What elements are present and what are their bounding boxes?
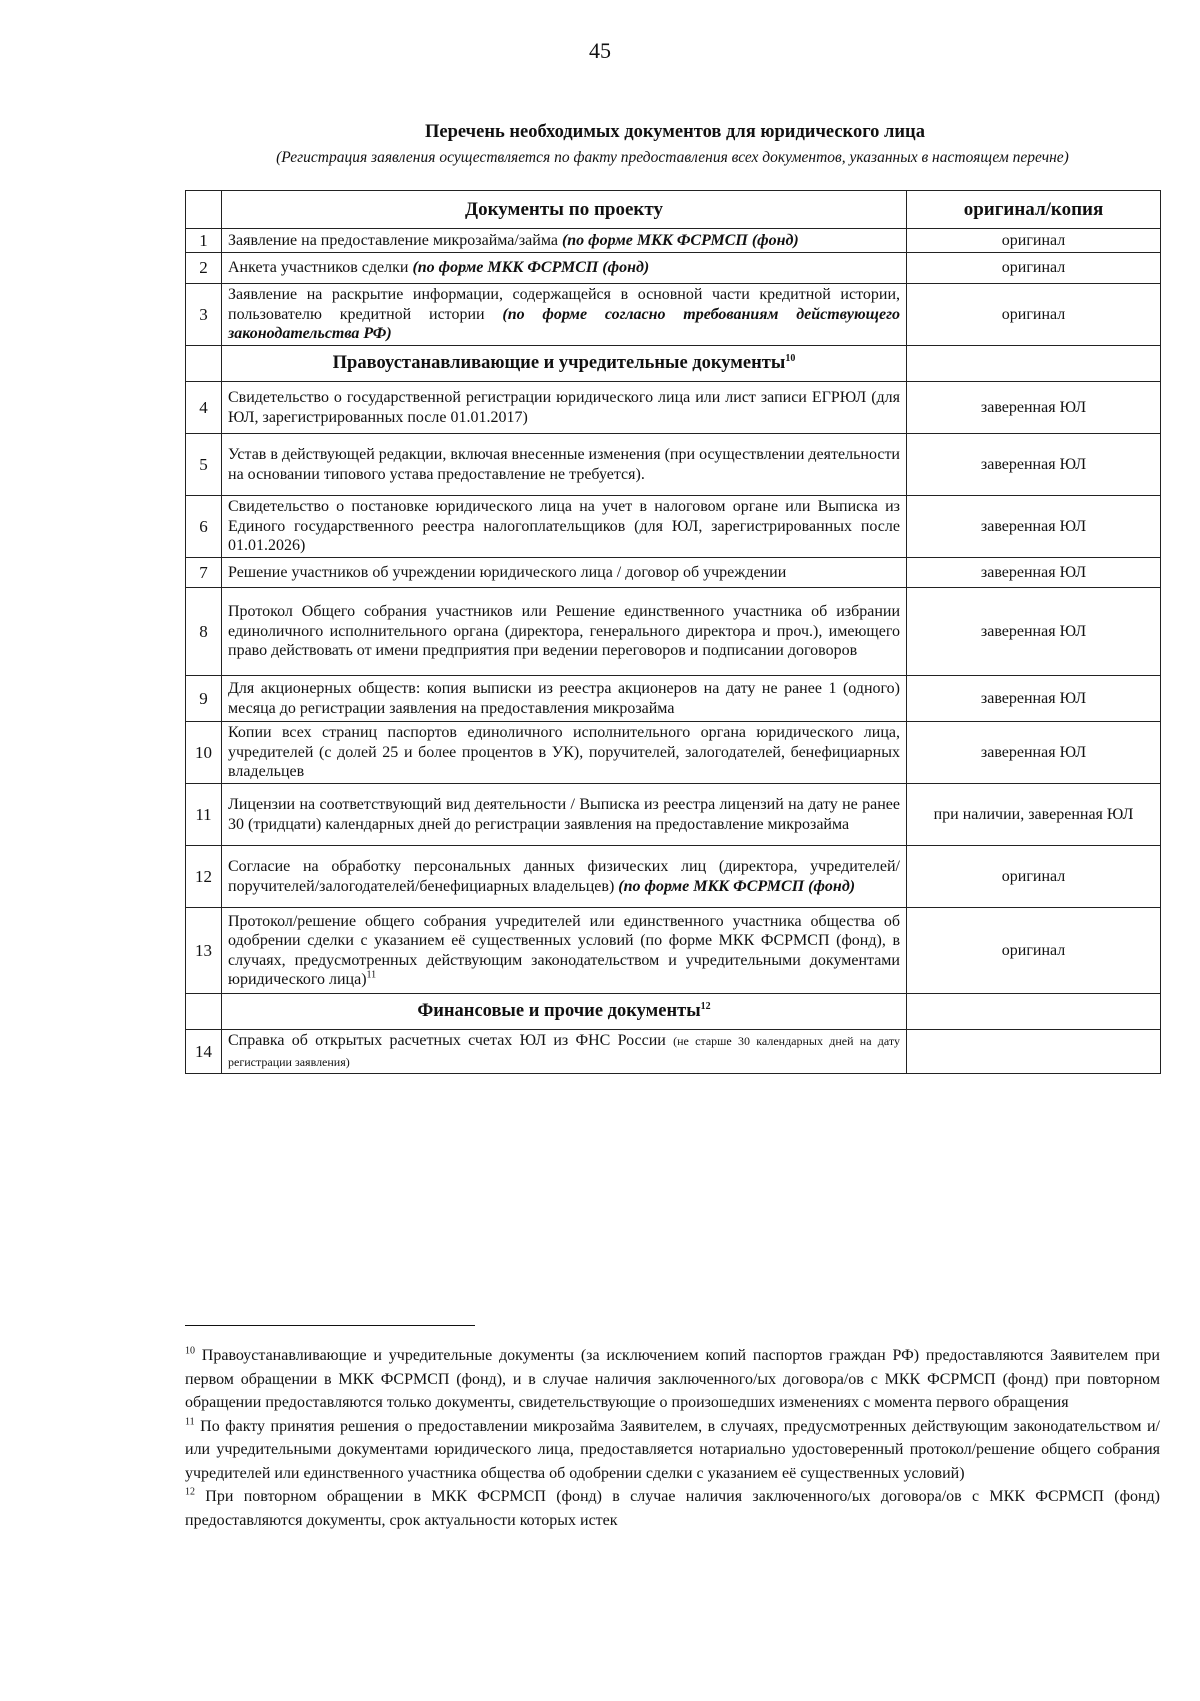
document-name-cell [222, 588, 907, 676]
document-name: Заявление на раскрытие информации, содержащейся в основной части кредитной истории, пользователю кредитной истории [228, 286, 900, 323]
document-status-cell: оригинал [907, 908, 1161, 994]
document-status-cell: заверенная ЮЛ [907, 558, 1161, 588]
footnote [185, 1415, 1160, 1486]
row-number-cell: 12 [186, 846, 222, 908]
documents-table-body [186, 191, 1161, 1074]
document-name: Устав в действующей редакции, включая внесенные изменения (при осуществлении деятельности на основании типового устава предоставление не требуется). [228, 446, 900, 483]
row-number-cell: 10 [186, 722, 222, 784]
table-row [186, 229, 1161, 253]
document-name-cell [222, 846, 907, 908]
document-name-cell [222, 722, 907, 784]
header-num-cell [186, 191, 222, 229]
header-status-cell: оригинал/копия [907, 191, 1161, 229]
document-status-cell: заверенная ЮЛ [907, 722, 1161, 784]
table-row [186, 382, 1161, 434]
document-name: Согласие на обработку персональных данных физических лиц (директора, учредителей/поручителей/залогодателей/бенефициарных владельцев) [228, 858, 900, 895]
footnote-ref: 12 [700, 1000, 711, 1012]
document-name: Протокол/решение общего собрания учредителей или единственного участника общества об одобрении сделки с указанием её существенных условий (по форме МКК ФСРМСП (фонд), в случаях, предусмотренных действующим законодательством и учредительными документами юридического лица) [228, 912, 900, 988]
document-name: Копии всех страниц паспортов единоличного исполнительного органа юридического лица, учредителей (с долей 25 и более процентов в УК), поручителей, залогодателей, бенефициарных владельцев [228, 724, 900, 781]
document-name-cell [222, 676, 907, 722]
document-name-cell [222, 496, 907, 558]
footnote [185, 1344, 1160, 1415]
section-title-cell [222, 346, 907, 382]
form-note: (по форме согласно требованиям действующего законодательства РФ) [228, 305, 900, 343]
row-number-cell: 4 [186, 382, 222, 434]
row-number-cell: 3 [186, 284, 222, 346]
document-status-cell: оригинал [907, 846, 1161, 908]
document-status-cell: при наличии, заверенная ЮЛ [907, 784, 1161, 846]
table-row [186, 722, 1161, 784]
document-name: Для акционерных обществ: копия выписки из реестра акционеров на дату не ранее 1 (одного) месяца до регистрации заявления на предоставления микрозайма [228, 680, 900, 717]
footnote-text: По факту принятия решения о предоставлении микрозайма Заявителем, в случаях, предусмотренных действующим законодательством и/или учредительными документами юридического лица, предоставляется нотариально удостоверенный протокол/решение общего собрания учредителей или единственного участника общества об одобрении сделки с указанием её существенных условий) [185, 1417, 1160, 1482]
table-row [186, 908, 1161, 994]
form-note: (по форме МКК ФСРМСП (фонд) [618, 877, 856, 895]
row-number-cell: 1 [186, 229, 222, 253]
row-number-cell: 7 [186, 558, 222, 588]
row-number-cell: 8 [186, 588, 222, 676]
section-title: Правоустанавливающие и учредительные документы [332, 352, 786, 373]
document-name-cell [222, 1030, 907, 1074]
section-title-cell [222, 994, 907, 1030]
document-name: Протокол Общего собрания участников или Решение единственного участника об избрании единоличного исполнительного органа (директора, генерального директора и проч.), имеющего право действовать от имени предприятия при ведении переговоров и подписании договоров [228, 603, 900, 660]
section-row [186, 346, 1161, 382]
footnote-ref: 11 [366, 969, 377, 981]
document-name: Справка об открытых расчетных счетах ЮЛ из ФНС России [228, 1032, 674, 1049]
document-name: Лицензии на соответствующий вид деятельности / Выписка из реестра лицензий на дату не ранее 30 (тридцати) календарных дней до регистрации заявления на предоставление микрозайма [228, 796, 900, 833]
table-row [186, 284, 1161, 346]
footnote-ref: 10 [785, 352, 796, 364]
row-number-cell: 14 [186, 1030, 222, 1074]
form-note: (по форме МКК ФСРМСП (фонд) [412, 259, 650, 277]
document-name: Свидетельство о государственной регистрации юридического лица или лист записи ЕГРЮЛ (для ЮЛ, зарегистрированных после 01.01.2017) [228, 389, 900, 426]
document-status-cell: заверенная ЮЛ [907, 496, 1161, 558]
footnotes [185, 1344, 1160, 1532]
section-num-cell [186, 346, 222, 382]
row-number-cell: 5 [186, 434, 222, 496]
footnote-mark: 10 [185, 1345, 195, 1357]
document-name: Решение участников об учреждении юридического лица / договор об учреждении [228, 563, 787, 581]
section-num-cell [186, 994, 222, 1030]
footnote-mark: 12 [185, 1486, 195, 1498]
document-name-cell [222, 558, 907, 588]
document-subtitle: (Регистрация заявления осуществляется по факту предоставления всех документов, указанных в настоящем перечне) [276, 149, 1069, 166]
document-status-cell: оригинал [907, 229, 1161, 253]
section-row [186, 994, 1161, 1030]
section-title: Финансовые и прочие документы [417, 1000, 701, 1021]
section-status-cell [907, 346, 1161, 382]
table-row [186, 496, 1161, 558]
row-number-cell: 13 [186, 908, 222, 994]
document-status-cell: оригинал [907, 284, 1161, 346]
document-name-cell [222, 434, 907, 496]
document-status-cell: заверенная ЮЛ [907, 676, 1161, 722]
document-status-cell: заверенная ЮЛ [907, 382, 1161, 434]
document-name: Анкета участников сделки [228, 259, 413, 277]
footnote-text: При повторном обращении в МКК ФСРМСП (фонд) в случае наличия заключенного/ых договора/ов с МКК ФСРМСП (фонд) предоставляются документы, срок актуальности которых истек [185, 1488, 1160, 1529]
table-row [186, 253, 1161, 284]
section-status-cell [907, 994, 1161, 1030]
document-name: Заявление на предоставление микрозайма/займа [228, 231, 562, 249]
table-row [186, 588, 1161, 676]
footnote-mark: 11 [185, 1416, 195, 1428]
table-row [186, 434, 1161, 496]
document-name-cell [222, 784, 907, 846]
footnote [185, 1485, 1160, 1532]
header-documents-cell: Документы по проекту [222, 191, 907, 229]
row-number-cell: 6 [186, 496, 222, 558]
form-note: (по форме МКК ФСРМСП (фонд) [561, 231, 799, 249]
document-status-cell [907, 1030, 1161, 1074]
row-number-cell: 11 [186, 784, 222, 846]
table-row [186, 1030, 1161, 1074]
table-row [186, 558, 1161, 588]
footnote-text: Правоустанавливающие и учредительные документы (за исключением копий паспортов граждан РФ) предоставляются Заявителем при первом обращении в МКК ФСРМСП (фонд), и в случае наличия заключенного/ых договора/ов с МКК ФСРМСП (фонд) при повторном обращении предоставляются только документы, свидетельствующие о произошедших изменениях с момента первого обращения [185, 1347, 1160, 1411]
table-row [186, 676, 1161, 722]
page-number: 45 [589, 38, 611, 63]
row-number-cell: 9 [186, 676, 222, 722]
document-status-cell: заверенная ЮЛ [907, 434, 1161, 496]
document-status-cell: оригинал [907, 253, 1161, 284]
document-name: Свидетельство о постановке юридического лица на учет в налоговом органе или Выписка из Единого государственного реестра налогоплательщиков (для ЮЛ, зарегистрированных после 01.01.2026) [228, 498, 900, 555]
documents-table [185, 190, 1161, 1074]
document-note: (не старше 30 календарных дней на дату регистрации заявления) [228, 1034, 900, 1069]
table-row [186, 846, 1161, 908]
table-header-row [186, 191, 1161, 229]
document-name-cell [222, 284, 907, 346]
row-number-cell: 2 [186, 253, 222, 284]
document-name-cell [222, 908, 907, 994]
document-name-cell [222, 253, 907, 284]
document-title: Перечень необходимых документов для юридического лица [425, 122, 925, 142]
document-name-cell [222, 229, 907, 253]
table-row [186, 784, 1161, 846]
footnote-separator [185, 1325, 475, 1326]
document-name-cell [222, 382, 907, 434]
document-status-cell: заверенная ЮЛ [907, 588, 1161, 676]
